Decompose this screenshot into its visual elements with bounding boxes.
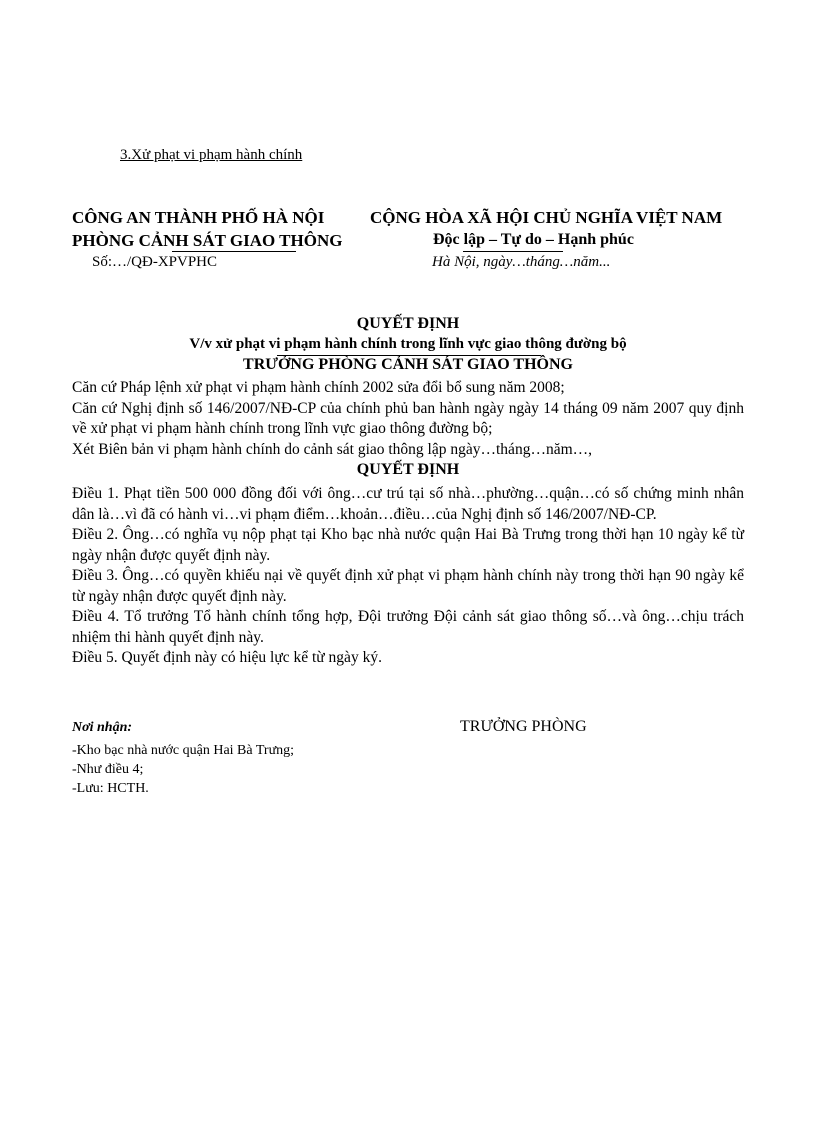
- decision-issuer: TRƯỞNG PHÒNG CẢNH SÁT GIAO THÔNG: [243, 356, 573, 373]
- section-title: 3.Xử phạt vi phạm hành chính: [120, 147, 303, 163]
- recipient-item: -Như điều 4;: [72, 762, 144, 777]
- article-4: Điều 4. Tổ trưởng Tổ hành chính tổng hợp, Đội trưởng Đội cảnh sát giao thông số…và ông…chịu trách nhiệm thi hành quyết định này.: [72, 608, 744, 646]
- recipients-list: [72, 741, 294, 798]
- decision-title: QUYẾT ĐỊNH: [356, 315, 460, 332]
- recipients-title: Nơi nhận:: [72, 720, 133, 735]
- motto: Độc lập – Tự do – Hạnh phúc: [433, 231, 634, 248]
- article-1: Điều 1. Phạt tiền 500 000 đồng đối với ông…cư trú tại số nhà…phường…quận…có số chứng minh nhân dân là…vì đã có hành vi…vi phạm điểm…khoản…điều…của Nghị định số 146/2007/NĐ-CP.: [72, 485, 744, 523]
- org-name: CÔNG AN THÀNH PHỐ HÀ NỘI: [72, 208, 325, 227]
- document-number: Số:…/QĐ-XPVPHC: [92, 254, 218, 270]
- article-2: Điều 2. Ông…có nghĩa vụ nộp phạt tại Kho bạc nhà nước quận Hai Bà Trưng trong thời hạn 10 ngày kể từ ngày nhận được quyết định này.: [72, 526, 744, 564]
- recipient-item: -Lưu: HCTH.: [72, 781, 149, 796]
- nation-heading: CỘNG HÒA XÃ HỘI CHỦ NGHĨA VIỆT NAM: [370, 208, 723, 227]
- decides-heading: QUYẾT ĐỊNH: [356, 461, 460, 478]
- article-5: Điều 5. Quyết định này có hiệu lực kể từ ngày ký.: [72, 649, 382, 666]
- articles: [72, 484, 744, 669]
- department-name: PHÒNG CẢNH SÁT GIAO THÔNG: [72, 231, 343, 250]
- motto-underline: [463, 251, 563, 252]
- signature-title: TRƯỞNG PHÒNG: [460, 718, 587, 735]
- recipient-item: -Kho bạc nhà nước quận Hai Bà Trưng;: [72, 743, 295, 758]
- place-date: Hà Nội, ngày…tháng…năm...: [432, 254, 611, 270]
- basis-item: Xét Biên bản vi phạm hành chính do cảnh sát giao thông lập ngày…tháng…năm…,: [72, 440, 592, 458]
- basis-item: Căn cứ Pháp lệnh xử phạt vi phạm hành chính 2002 sửa đổi bổ sung năm 2008;: [72, 379, 565, 396]
- decision-subject: V/v xử phạt vi phạm hành chính trong lĩnh vực giao thông đường bộ: [189, 336, 627, 352]
- basis-item: Căn cứ Nghị định số 146/2007/NĐ-CP của chính phủ ban hành ngày ngày 14 tháng 09 năm 2007 quy định về xử phạt vi phạm hành chính trong lĩnh vực giao thông đường bộ;: [72, 399, 744, 437]
- legal-bases: [72, 378, 744, 460]
- article-3: Điều 3. Ông…có quyền khiếu nại về quyết định xử phạt vi phạm hành chính này trong thời hạn 90 ngày kể từ ngày nhận được quyết định này.: [72, 567, 744, 605]
- department-underline: [172, 251, 296, 252]
